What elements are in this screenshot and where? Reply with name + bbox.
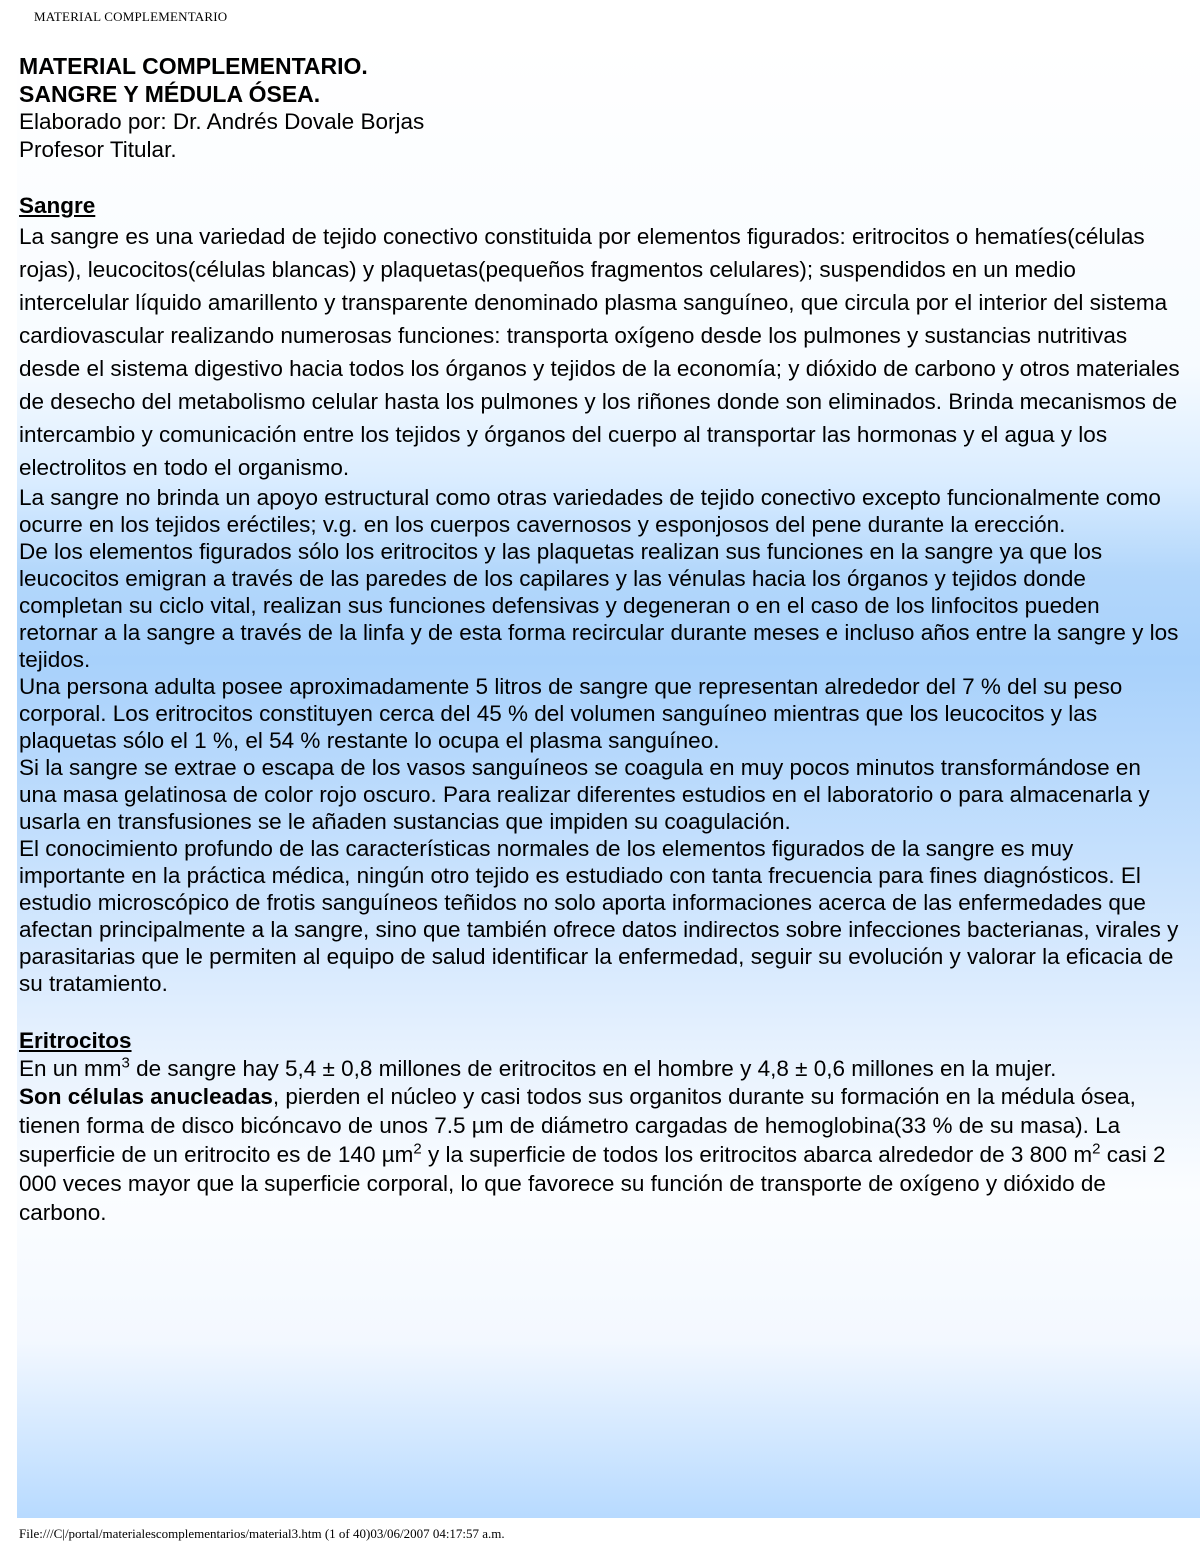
paragraph-sangre-coagulation: Si la sangre se extrae o escapa de los vasos sanguíneos se coagula en muy pocos minutos transformándose en una masa gelatinosa de color rojo oscuro. Para realizar diferentes estudios en el laboratorio o para almacenarla y usarla en transfusiones se le añaden sustancias que impiden su coagulación.: [19, 755, 1150, 834]
running-header: MATERIAL COMPLEMENTARIO: [34, 9, 228, 24]
section-heading-sangre: Sangre: [19, 193, 96, 218]
paragraph-sangre-definition: La sangre es una variedad de tejido conectivo constituida por elementos figurados: eritrocitos o hematíes(células rojas), leucocitos(células blancas) y plaquetas(pequeños fragmentos celulares); suspendidos en un medio intercelular líquido amarillento y transparente denominado plasma sanguíneo, que circula por el interior del sistema cardiovascular realizando numerosas funciones: transporta oxígeno desde los pulmones y sustancias nutritivas desde el sistema digestivo hacia todos los órganos y tejidos de la economía; y dióxido de carbono y otros materiales de desecho del metabolismo celular hasta los pulmones y los riñones donde son eliminados. Brinda mecanismos de intercambio y comunicación entre los tejidos y órganos del cuerpo al transportar las hormonas y el agua y los electrolitos en todo el organismo.: [19, 224, 1180, 480]
author-role: Profesor Titular.: [19, 137, 177, 162]
document-body: [19, 52, 1184, 1227]
document-title-line-1: MATERIAL COMPLEMENTARIO.: [19, 53, 368, 79]
paragraph-eritrocitos-anucleadas: Son células anucleadas, pierden el núcleo y casi todos sus organitos durante su formación en la médula ósea, tienen forma de disco bicóncavo de unos 7.5 µm de diámetro cargadas de hemoglobina(33 % de su masa). La superficie de un eritrocito es de 140 µm$^2$ y la superficie de todos los eritrocitos abarca alrededor de 3 800 $m^2$ casi 2 000 veces mayor que la superficie corporal, lo que favorece su función de transporte de oxígeno y dióxido de carbono.: [19, 1084, 1166, 1225]
document-title-line-2: SANGRE Y MÉDULA ÓSEA.: [19, 81, 321, 107]
footer-file-path: File:///C|/portal/materialescomplementarios/material3.htm (1 of 40)03/06/2007 04:17:57 a.m.: [19, 1526, 505, 1541]
paragraph-sangre-support: La sangre no brinda un apoyo estructural como otras variedades de tejido conectivo excepto funcionalmente como ocurre en los tejidos eréctiles; v.g. en los cuerpos cavernosos y esponjosos del pene durante la erección.: [19, 485, 1161, 537]
paragraph-sangre-diagnostics: El conocimiento profundo de las características normales de los elementos figurados de la sangre es muy importante en la práctica médica, ningún otro tejido es estudiado con tanta frecuencia para fines diagnósticos. El estudio microscópico de frotis sanguíneos teñidos no solo aporta informaciones acerca de las enfermedades que afectan principalmente a la sangre, sino que también ofrece datos indirectos sobre infecciones bacterianas, virales y parasitarias que le permiten al equipo de salud identificar la enfermedad, seguir su evolución y valorar la eficacia de su tratamiento.: [19, 836, 1179, 996]
paragraph-eritrocitos-count: En un $mm^3$ de sangre hay 5,4 ± 0,8 millones de eritrocitos en el hombre y 4,8 ± 0,6 millones en la mujer.: [19, 1054, 1057, 1081]
author-line: Elaborado por: Dr. Andrés Dovale Borjas: [19, 109, 425, 134]
section-heading-eritrocitos: Eritrocitos: [19, 1028, 132, 1053]
paragraph-sangre-volume: Una persona adulta posee aproximadamente 5 litros de sangre que representan alrededor del 7 % del su peso corporal. Los eritrocitos constituyen cerca del 45 % del volumen sanguíneo mientras que los leucocitos y las plaquetas sólo el 1 %, el 54 % restante lo ocupa el plasma sanguíneo.: [19, 674, 1123, 753]
paragraph-sangre-elements: De los elementos figurados sólo los eritrocitos y las plaquetas realizan sus funciones en la sangre ya que los leucocitos emigran a través de las paredes de los capilares y las vénulas hacia los órganos y tejidos donde completan su ciclo vital, realizan sus funciones defensivas y degeneran o en el caso de los linfocitos pueden retornar a la sangre a través de la linfa y de esta forma recircular durante meses e incluso años entre la sangre y los tejidos.: [19, 539, 1179, 672]
